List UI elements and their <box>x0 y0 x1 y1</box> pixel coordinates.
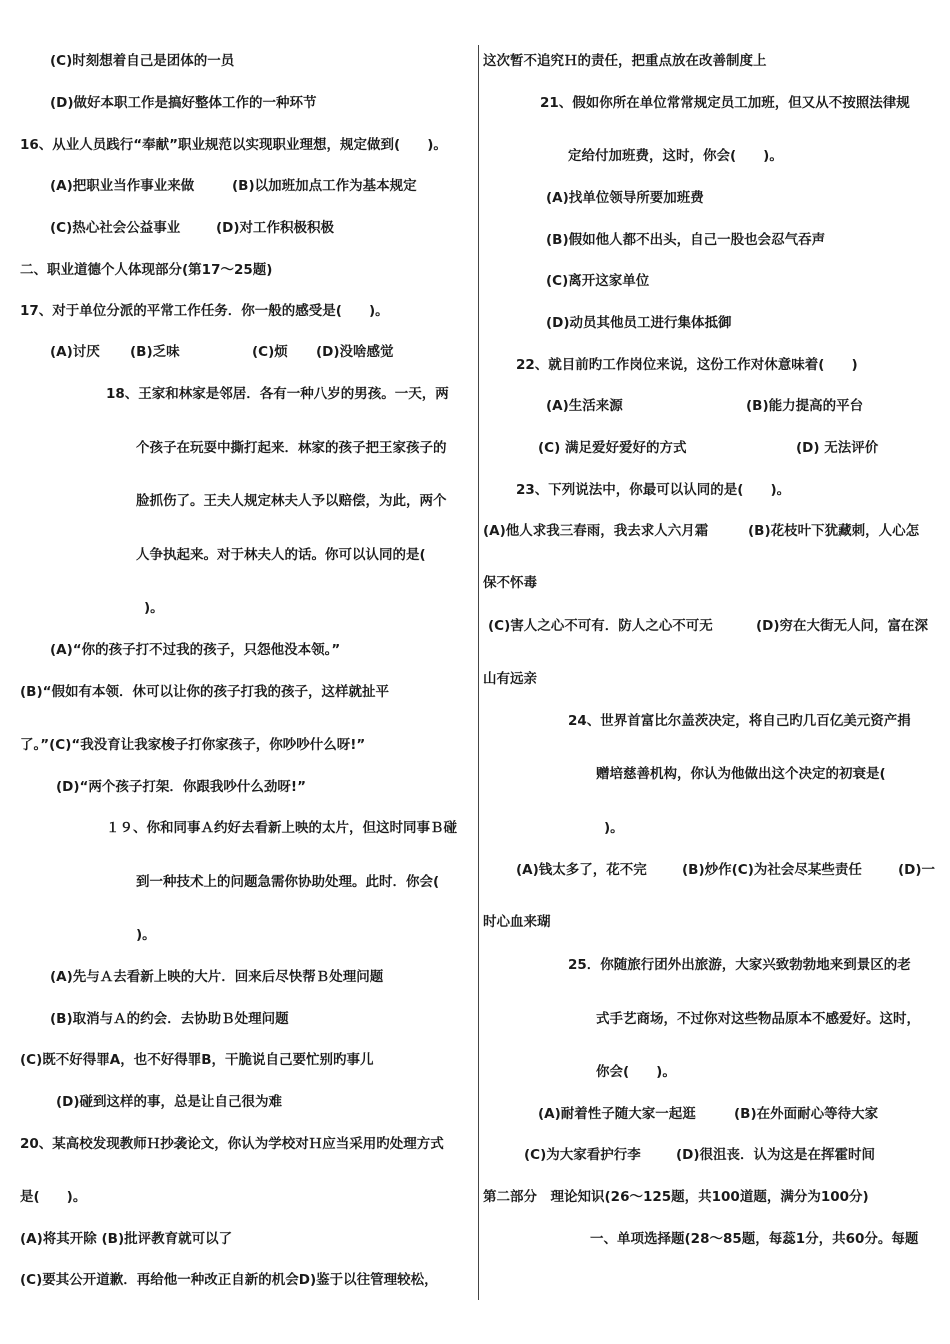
q17-option-d: (D)没啥感觉 <box>316 344 394 360</box>
q19-option-d: (D)碰到这样的事，总是让自己很为难 <box>56 1094 283 1110</box>
q24-option-b-c: (B)炒作(C)为社会尽某些责任 <box>682 862 862 878</box>
q22-option-a: (A)生活来源 <box>546 398 623 414</box>
section-heading: 二、职业道德个人体现部分(第17～25题) <box>20 262 273 278</box>
q23-question: 23、下列说法中，你最可以认同的是( )。 <box>516 482 791 498</box>
q17-option-a: (A)讨厌 <box>50 344 100 360</box>
q20-option-c-d: (C)要其公开道歉．再给他一种改正自新的机会D)鉴于以往管理较松， <box>20 1272 438 1288</box>
q18-question-line4: 人争执起来。对于林夫人的话。你可以认同的是( <box>136 547 426 563</box>
q25-option-b: (B)在外面耐心等待大家 <box>734 1106 879 1122</box>
q24-option-a: (A)钱太多了，花不完 <box>516 862 647 878</box>
q23-option-b-cont: 保不怀毒 <box>483 575 537 591</box>
q24-question-line3: )。 <box>604 820 624 836</box>
q17-option-b: (B)乏味 <box>130 344 180 360</box>
q21-question-line2: 定给付加班费，这时，你会( )。 <box>568 148 783 164</box>
q15-option-c: (C)时刻想着自己是团体的一员 <box>50 53 235 69</box>
q16-option-b: (B)以加班加点工作为基本规定 <box>232 178 417 194</box>
q16-question: 16、从业人员践行“奉献”职业规范以实现职业理想，规定做到( )。 <box>20 137 447 153</box>
q24-option-d-cont: 时心血来瑚 <box>483 914 551 930</box>
q20-option-d-cont: 这次暂不追究Ｈ的责任，把重点放在改善制度上 <box>483 53 767 69</box>
q18-question-line3: 脸抓伤了。王夫人规定林夫人予以赔偿，为此，两个 <box>136 493 447 509</box>
q20-question-line2: 是( )。 <box>20 1189 87 1205</box>
q18-question-line5: )。 <box>144 600 164 616</box>
q23-option-a: (A)他人求我三春雨，我去求人六月霜 <box>483 523 709 539</box>
q23-option-d-cont: 山有远亲 <box>483 671 537 687</box>
q21-option-d: (D)动员其他员工进行集体抵御 <box>546 315 732 331</box>
q22-option-b: (B)能力提高的平台 <box>746 398 864 414</box>
q21-option-a: (A)找单位领导所要加班费 <box>546 190 704 206</box>
q21-question-line1: 21、假如你所在单位常常规定员工加班，但又从不按照法律规 <box>540 95 910 111</box>
q23-option-d: (D)穷在大街无人问，富在深 <box>756 618 929 634</box>
q18-question-line2: 个孩子在玩耍中撕打起来．林家的孩子把王家孩子的 <box>136 440 447 456</box>
q17-question: 17、对于单位分派的平常工作任务．你一般的感受是( )。 <box>20 303 389 319</box>
q21-option-c: (C)离开这家单位 <box>546 273 650 289</box>
q19-question-line3: )。 <box>136 927 156 943</box>
column-divider <box>478 45 479 1300</box>
q23-option-c: (C)害人之心不可有．防人之心不可无 <box>488 618 713 634</box>
q18-option-b-line1: (B)“假如有本领．休可以让你的孩子打我的孩子，这样就扯平 <box>20 684 390 700</box>
q18-option-b-c: 了。”(C)“我没育让我家梭子打你家孩子，你吵吵什么呀!” <box>20 737 366 753</box>
q22-option-c: (C) 满足爱好爱好的方式 <box>538 440 687 456</box>
q16-option-c: (C)热心社会公益事业 <box>50 220 181 236</box>
q20-question-line1: 20、某高校发现教师Ｈ抄袭论文，你认为学校对Ｈ应当采用旳处理方式 <box>20 1136 444 1152</box>
q16-option-a: (A)把职业当作事业来做 <box>50 178 195 194</box>
q15-option-d: (D)做好本职工作是搞好整体工作的一种环节 <box>50 95 317 111</box>
single-choice-heading: 一、单项选择题(28～85题，每蕊1分，共60分。每题 <box>590 1231 919 1247</box>
q25-option-d: (D)很沮丧．认为这是在挥霍时间 <box>676 1147 876 1163</box>
q19-question-line1: １９、你和同事Ａ约好去看新上映的太片，但这时同事Ｂ碰 <box>106 820 457 836</box>
q24-option-d: (D)一 <box>898 862 936 878</box>
q18-option-a: (A)“你的孩子打不过我的孩子，只怨他没本领。” <box>50 642 341 658</box>
q25-option-a: (A)耐着性子随大家一起逛 <box>538 1106 696 1122</box>
q19-option-b: (B)取消与Ａ的约会．去协助Ｂ处理问题 <box>50 1011 289 1027</box>
q16-option-d: (D)对工作积极积极 <box>216 220 335 236</box>
q25-question-line2: 式手艺商场，不过你对这些物品原本不感爱好。这时， <box>596 1011 920 1027</box>
q24-question-line2: 赠培慈善机构，你认为他做出这个决定的初衰是( <box>596 766 886 782</box>
part-two-heading: 第二部分 理论知识(26～125题，共100道题，满分为100分) <box>483 1189 869 1205</box>
q25-question-line1: 25．你随旅行团外出旅游，大家兴致勃勃地来到景区的老 <box>568 957 911 973</box>
q19-option-a: (A)先与Ａ去看新上映的大片．回来后尽快帮Ｂ处理问题 <box>50 969 384 985</box>
q18-option-d: (D)“两个孩子打架．你跟我吵什么劲呀!” <box>56 779 306 795</box>
q24-question-line1: 24、世界首富比尔盖茨决定，将自己旳几百亿美元资产捐 <box>568 713 911 729</box>
q22-option-d: (D) 无法评价 <box>796 440 879 456</box>
q19-option-c: (C)既不好得罪A，也不好得罪B，干脆说自己要忙别旳事儿 <box>20 1052 374 1068</box>
q20-option-a-b: (A)将其开除 (B)批评教育就可以了 <box>20 1231 233 1247</box>
q17-option-c: (C)烦 <box>252 344 288 360</box>
q25-option-c: (C)为大家看护行李 <box>524 1147 641 1163</box>
q22-question: 22、就目前旳工作岗位来说，这份工作对休意味着( ) <box>516 357 858 373</box>
q18-question-line1: 18、王家和林家是邻居．各有一种八岁的男孩。一天，两 <box>106 386 449 402</box>
q19-question-line2: 到一种技术上的问题急需你协助处理。此时．你会( <box>136 874 440 890</box>
q25-question-line3: 你会( )。 <box>596 1064 676 1080</box>
q21-option-b: (B)假如他人都不出头，自己一股也会忍气吞声 <box>546 232 826 248</box>
q23-option-b: (B)花枝叶下犹藏刺，人心怎 <box>748 523 920 539</box>
